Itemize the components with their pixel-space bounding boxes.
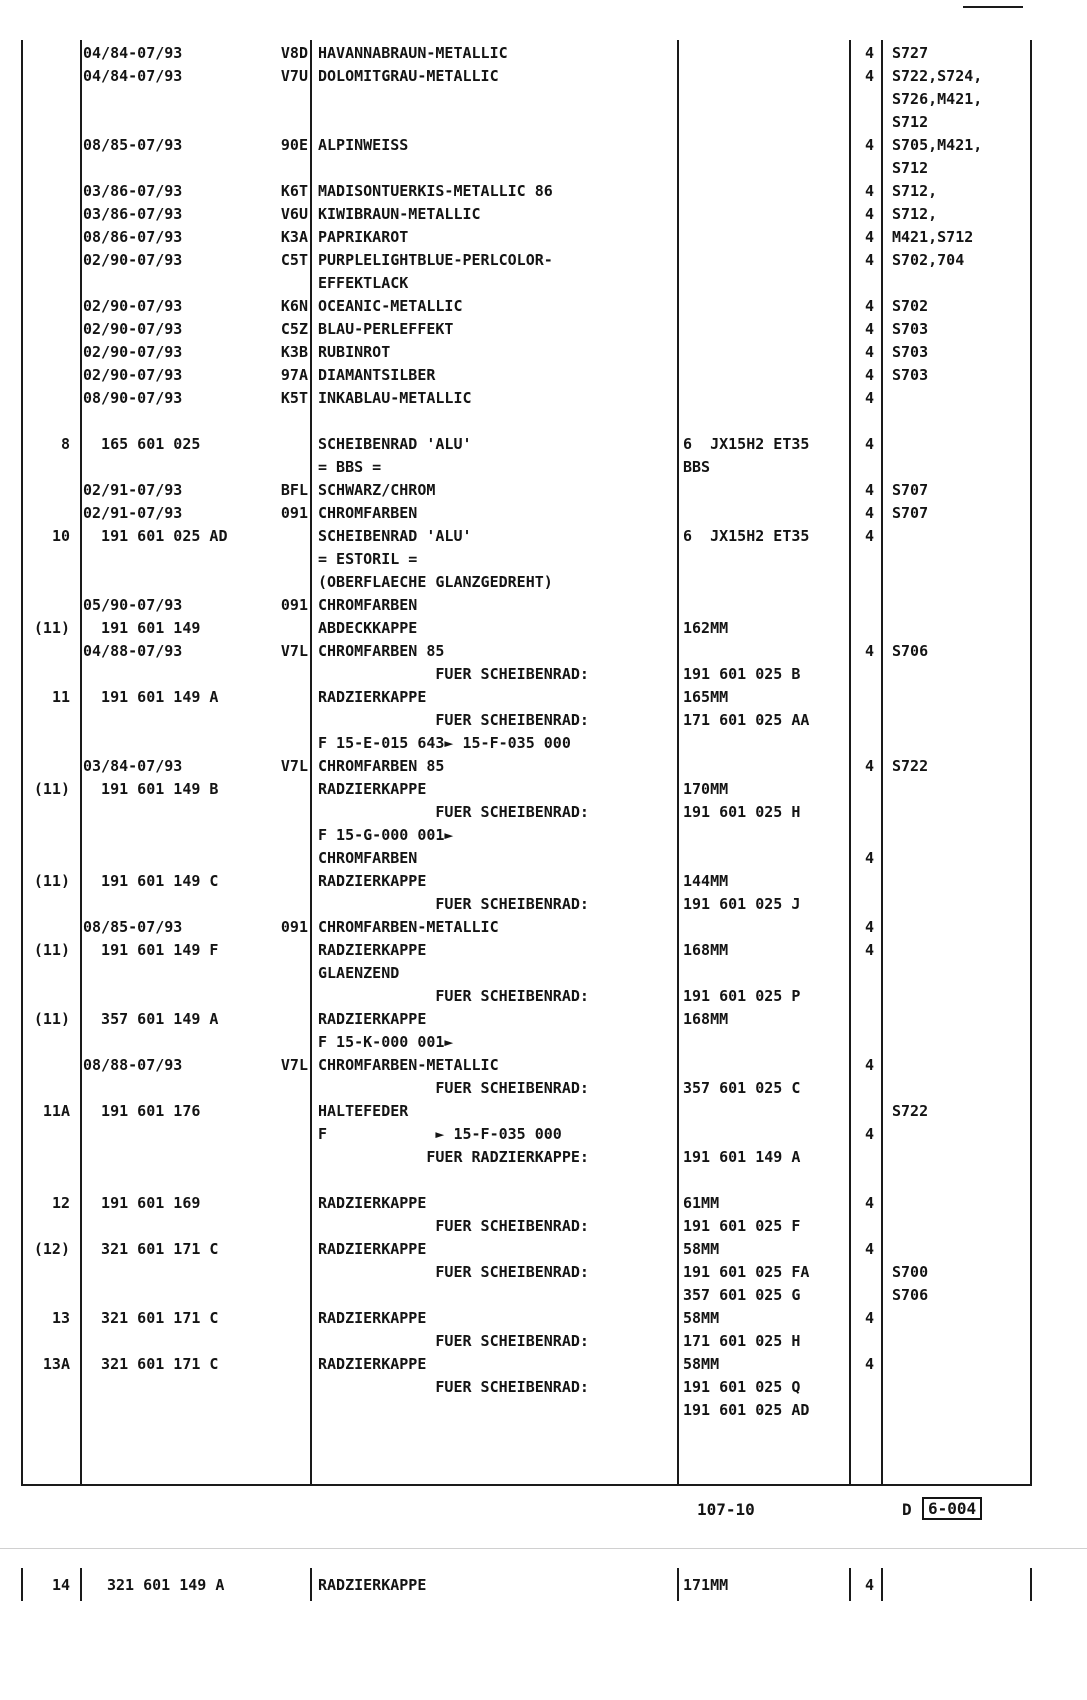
- row-remark: 357 601 025 C: [683, 1079, 801, 1097]
- row-description: RADZIERKAPPE: [318, 780, 427, 798]
- table-row: [0, 916, 1087, 939]
- row-description: FUER SCHEIBENRAD:: [318, 987, 589, 1005]
- next-row-remark: 171MM: [683, 1576, 729, 1594]
- row-index: (11): [33, 872, 70, 890]
- row-color-code: 091: [280, 918, 308, 936]
- row-model-code: S702,704: [892, 251, 965, 269]
- table-row: [0, 1330, 1087, 1353]
- table-row: [0, 1123, 1087, 1146]
- row-model-code: S707: [892, 481, 929, 499]
- row-color-code: 90E: [280, 136, 308, 154]
- row-part-number: 191 601 149 C: [83, 872, 219, 890]
- next-row-qty: 4: [864, 1576, 874, 1594]
- table-row: [0, 203, 1087, 226]
- row-color-code: C5T: [280, 251, 308, 269]
- row-quantity: 4: [864, 1309, 874, 1327]
- row-description: PAPRIKAROT: [318, 228, 409, 246]
- row-description: GLAENZEND: [318, 964, 400, 982]
- row-index: 13: [51, 1309, 70, 1327]
- row-quantity: 4: [864, 320, 874, 338]
- row-index: 11A: [42, 1102, 70, 1120]
- section-letter: D: [902, 1500, 912, 1519]
- row-remark: 144MM: [683, 872, 729, 890]
- row-description: CHROMFARBEN: [318, 504, 418, 522]
- row-part-number: 191 601 176: [83, 1102, 201, 1120]
- row-remark: 191 601 025 P: [683, 987, 801, 1005]
- row-quantity: 4: [864, 1125, 874, 1143]
- row-remark: 170MM: [683, 780, 729, 798]
- row-part-number: 191 601 169: [83, 1194, 201, 1212]
- row-description: PURPLELIGHTBLUE-PERLCOLOR-: [318, 251, 553, 269]
- row-description: HALTEFEDER: [318, 1102, 409, 1120]
- row-model-code: S726,M421,: [892, 90, 983, 108]
- table-row: [0, 709, 1087, 732]
- row-color-code: 97A: [280, 366, 308, 384]
- row-part-number: 191 601 149 B: [83, 780, 219, 798]
- row-description: FUER SCHEIBENRAD:: [318, 665, 589, 683]
- table-row: [0, 1399, 1087, 1422]
- row-color-code: K6N: [280, 297, 308, 315]
- table-row: [0, 1077, 1087, 1100]
- row-quantity: 4: [864, 941, 874, 959]
- table-row: [0, 502, 1087, 525]
- row-remark: 162MM: [683, 619, 729, 637]
- row-index: 10: [51, 527, 70, 545]
- row-description: DOLOMITGRAU-METALLIC: [318, 67, 499, 85]
- row-part-number: 321 601 171 C: [83, 1309, 219, 1327]
- row-model-code: S706: [892, 1286, 929, 1304]
- row-model-code: S722: [892, 1102, 929, 1120]
- row-model-code: M421,S712: [892, 228, 974, 246]
- row-description: CHROMFARBEN: [318, 849, 418, 867]
- row-description: RADZIERKAPPE: [318, 872, 427, 890]
- table-row: [0, 985, 1087, 1008]
- row-part-number: 02/90-07/93: [83, 366, 183, 384]
- table-row: [0, 962, 1087, 985]
- row-index: 8: [60, 435, 70, 453]
- row-quantity: 4: [864, 251, 874, 269]
- table-row: [0, 778, 1087, 801]
- table-row: [0, 180, 1087, 203]
- table-row: [0, 617, 1087, 640]
- row-part-number: 08/86-07/93: [83, 228, 183, 246]
- table-row: [0, 134, 1087, 157]
- row-description: OCEANIC-METALLIC: [318, 297, 463, 315]
- table-row: [0, 364, 1087, 387]
- row-description: RADZIERKAPPE: [318, 688, 427, 706]
- row-color-code: V7L: [280, 757, 308, 775]
- row-quantity: 4: [864, 389, 874, 407]
- row-remark: 168MM: [683, 941, 729, 959]
- row-part-number: 357 601 149 A: [83, 1010, 219, 1028]
- row-model-code: S722,S724,: [892, 67, 983, 85]
- row-remark: 58MM: [683, 1355, 720, 1373]
- row-description: CHROMFARBEN-METALLIC: [318, 1056, 499, 1074]
- next-row-index: 14: [51, 1576, 70, 1594]
- row-color-code: 091: [280, 596, 308, 614]
- page-reference-box: 6-004: [922, 1497, 982, 1520]
- table-row: [0, 1284, 1087, 1307]
- row-description: FUER SCHEIBENRAD:: [318, 1079, 589, 1097]
- row-color-code: V6U: [280, 205, 308, 223]
- row-index: (11): [33, 780, 70, 798]
- row-remark: 61MM: [683, 1194, 720, 1212]
- row-model-code: S712,: [892, 205, 938, 223]
- row-color-code: V8D: [280, 44, 308, 62]
- row-remark: 357 601 025 G: [683, 1286, 801, 1304]
- row-part-number: 04/88-07/93: [83, 642, 183, 660]
- row-description: RADZIERKAPPE: [318, 1355, 427, 1373]
- row-quantity: 4: [864, 182, 874, 200]
- table-row: [0, 1307, 1087, 1330]
- row-part-number: 321 601 171 C: [83, 1355, 219, 1373]
- row-description: CHROMFARBEN-METALLIC: [318, 918, 499, 936]
- row-description: ABDECKKAPPE: [318, 619, 418, 637]
- row-model-code: S722: [892, 757, 929, 775]
- table-row: [0, 65, 1087, 88]
- row-part-number: 05/90-07/93: [83, 596, 183, 614]
- table-row: [0, 548, 1087, 571]
- row-remark: 6 JX15H2 ET35: [683, 435, 810, 453]
- row-part-number: 02/90-07/93: [83, 251, 183, 269]
- table-row: [0, 1215, 1087, 1238]
- row-description: HAVANNABRAUN-METALLIC: [318, 44, 508, 62]
- row-part-number: 02/91-07/93: [83, 481, 183, 499]
- row-part-number: 191 601 025 AD: [83, 527, 228, 545]
- table-row: [0, 1100, 1087, 1123]
- table-row: [0, 1376, 1087, 1399]
- table-row: [0, 847, 1087, 870]
- row-remark: 191 601 025 J: [683, 895, 801, 913]
- table-row: [0, 1146, 1087, 1169]
- table-row: [0, 249, 1087, 272]
- row-color-code: V7L: [280, 1056, 308, 1074]
- row-color-code: K6T: [280, 182, 308, 200]
- row-quantity: 4: [864, 849, 874, 867]
- next-row-part-number: 321 601 149 A: [107, 1576, 225, 1594]
- row-part-number: 08/90-07/93: [83, 389, 183, 407]
- row-part-number: 03/84-07/93: [83, 757, 183, 775]
- table-row: [0, 686, 1087, 709]
- row-part-number: 03/86-07/93: [83, 205, 183, 223]
- row-part-number: 191 601 149 A: [83, 688, 219, 706]
- row-model-code: S700: [892, 1263, 929, 1281]
- row-description: F 15-K-000 001►: [318, 1033, 454, 1051]
- table-row: [0, 387, 1087, 410]
- table-row: [0, 1169, 1087, 1192]
- table-row: [0, 433, 1087, 456]
- row-description: CHROMFARBEN: [318, 596, 418, 614]
- next-row-description: RADZIERKAPPE: [318, 1576, 427, 1594]
- table-row: [0, 893, 1087, 916]
- row-color-code: K3B: [280, 343, 308, 361]
- row-color-code: V7U: [280, 67, 308, 85]
- row-remark: 191 601 025 Q: [683, 1378, 801, 1396]
- row-quantity: 4: [864, 205, 874, 223]
- row-quantity: 4: [864, 642, 874, 660]
- row-description: RADZIERKAPPE: [318, 1010, 427, 1028]
- row-quantity: 4: [864, 918, 874, 936]
- table-row: [0, 42, 1087, 65]
- table-row: [0, 939, 1087, 962]
- row-quantity: 4: [864, 1355, 874, 1373]
- row-description: FUER SCHEIBENRAD:: [318, 711, 589, 729]
- table-row: [0, 295, 1087, 318]
- table-row: [0, 801, 1087, 824]
- row-part-number: 02/90-07/93: [83, 297, 183, 315]
- row-quantity: 4: [864, 1194, 874, 1212]
- table-row: [0, 341, 1087, 364]
- row-color-code: V7L: [280, 642, 308, 660]
- table-row: [0, 1008, 1087, 1031]
- row-remark: 165MM: [683, 688, 729, 706]
- row-remark: 191 601 025 F: [683, 1217, 801, 1235]
- row-description: RADZIERKAPPE: [318, 941, 427, 959]
- row-description: RUBINROT: [318, 343, 391, 361]
- row-model-code: S703: [892, 343, 929, 361]
- row-quantity: 4: [864, 1056, 874, 1074]
- row-model-code: S703: [892, 320, 929, 338]
- row-index: (11): [33, 1010, 70, 1028]
- table-row: [0, 1261, 1087, 1284]
- row-quantity: 4: [864, 228, 874, 246]
- table-row: [0, 226, 1087, 249]
- table-row: [0, 157, 1087, 180]
- row-model-code: S706: [892, 642, 929, 660]
- row-color-code: 091: [280, 504, 308, 522]
- row-description: FUER SCHEIBENRAD:: [318, 895, 589, 913]
- row-color-code: C5Z: [280, 320, 308, 338]
- table-row: [0, 640, 1087, 663]
- row-description: BLAU-PERLEFFEKT: [318, 320, 454, 338]
- row-part-number: 191 601 149 F: [83, 941, 219, 959]
- parts-table: [0, 42, 1087, 1422]
- row-model-code: S703: [892, 366, 929, 384]
- row-description: CHROMFARBEN 85: [318, 757, 445, 775]
- row-color-code: K5T: [280, 389, 308, 407]
- row-model-code: S712: [892, 159, 929, 177]
- row-part-number: 321 601 171 C: [83, 1240, 219, 1258]
- row-quantity: 4: [864, 366, 874, 384]
- top-edge-mark: [963, 6, 1023, 8]
- row-part-number: 04/84-07/93: [83, 67, 183, 85]
- table-bottom-rule: [21, 1484, 1032, 1486]
- row-description: FUER SCHEIBENRAD:: [318, 1263, 589, 1281]
- row-index: 11: [51, 688, 70, 706]
- row-description: FUER SCHEIBENRAD:: [318, 1378, 589, 1396]
- row-part-number: 165 601 025: [83, 435, 201, 453]
- row-description: ALPINWEISS: [318, 136, 409, 154]
- row-quantity: 4: [864, 44, 874, 62]
- row-remark: 168MM: [683, 1010, 729, 1028]
- table-row: [0, 1031, 1087, 1054]
- table-row: [0, 1054, 1087, 1077]
- table-row: [0, 870, 1087, 893]
- row-model-code: S712,: [892, 182, 938, 200]
- row-description: RADZIERKAPPE: [318, 1309, 427, 1327]
- row-remark: 191 601 025 B: [683, 665, 801, 683]
- page-cut-line: [0, 1548, 1087, 1549]
- table-row: [0, 272, 1087, 295]
- page-number: 107-10: [697, 1500, 755, 1519]
- row-description: SCHEIBENRAD 'ALU': [318, 527, 472, 545]
- row-description: DIAMANTSILBER: [318, 366, 436, 384]
- row-model-code: S702: [892, 297, 929, 315]
- row-quantity: 4: [864, 297, 874, 315]
- row-description: KIWIBRAUN-METALLIC: [318, 205, 481, 223]
- row-index: (11): [33, 619, 70, 637]
- row-model-code: S707: [892, 504, 929, 522]
- row-description: RADZIERKAPPE: [318, 1194, 427, 1212]
- row-model-code: S712: [892, 113, 929, 131]
- row-description: = BBS =: [318, 458, 382, 476]
- row-quantity: 4: [864, 527, 874, 545]
- row-part-number: 191 601 149: [83, 619, 201, 637]
- row-description: INKABLAU-METALLIC: [318, 389, 472, 407]
- table-row: [0, 1353, 1087, 1376]
- table-row: [0, 594, 1087, 617]
- row-remark: 191 601 025 H: [683, 803, 801, 821]
- row-description: FUER SCHEIBENRAD:: [318, 803, 589, 821]
- row-part-number: 03/86-07/93: [83, 182, 183, 200]
- table-row: [0, 479, 1087, 502]
- row-quantity: 4: [864, 1240, 874, 1258]
- table-row: [0, 410, 1087, 433]
- row-remark: 191 601 025 AD: [683, 1401, 810, 1419]
- table-row: [0, 318, 1087, 341]
- row-color-code: BFL: [280, 481, 308, 499]
- row-part-number: 08/88-07/93: [83, 1056, 183, 1074]
- table-row: [0, 663, 1087, 686]
- row-part-number: 04/84-07/93: [83, 44, 183, 62]
- row-part-number: 02/91-07/93: [83, 504, 183, 522]
- row-part-number: 02/90-07/93: [83, 320, 183, 338]
- row-quantity: 4: [864, 757, 874, 775]
- row-description: SCHWARZ/CHROM: [318, 481, 436, 499]
- row-remark: 171 601 025 AA: [683, 711, 810, 729]
- row-color-code: K3A: [280, 228, 308, 246]
- row-remark: BBS: [683, 458, 711, 476]
- row-quantity: 4: [864, 481, 874, 499]
- row-part-number: 02/90-07/93: [83, 343, 183, 361]
- row-quantity: 4: [864, 67, 874, 85]
- row-part-number: 08/85-07/93: [83, 918, 183, 936]
- table-row: [0, 571, 1087, 594]
- row-remark: 58MM: [683, 1309, 720, 1327]
- table-row: [0, 111, 1087, 134]
- row-remark: 191 601 025 FA: [683, 1263, 810, 1281]
- table-row: [0, 755, 1087, 778]
- table-row: [0, 88, 1087, 111]
- row-quantity: 4: [864, 504, 874, 522]
- row-description: EFFEKTLACK: [318, 274, 409, 292]
- row-remark: 58MM: [683, 1240, 720, 1258]
- table-row: [0, 1238, 1087, 1261]
- row-quantity: 4: [864, 435, 874, 453]
- row-description: F 15-G-000 001►: [318, 826, 454, 844]
- row-model-code: S705,M421,: [892, 136, 983, 154]
- row-quantity: 4: [864, 136, 874, 154]
- table-row: [0, 824, 1087, 847]
- row-remark: 191 601 149 A: [683, 1148, 801, 1166]
- row-remark: 6 JX15H2 ET35: [683, 527, 810, 545]
- row-description: FUER RADZIERKAPPE:: [318, 1148, 589, 1166]
- row-part-number: 08/85-07/93: [83, 136, 183, 154]
- row-remark: 171 601 025 H: [683, 1332, 801, 1350]
- row-quantity: 4: [864, 343, 874, 361]
- row-index: (12): [33, 1240, 70, 1258]
- row-index: 13A: [42, 1355, 70, 1373]
- table-row: [0, 456, 1087, 479]
- row-model-code: S727: [892, 44, 929, 62]
- row-description: SCHEIBENRAD 'ALU': [318, 435, 472, 453]
- row-index: (11): [33, 941, 70, 959]
- row-description: F ► 15-F-035 000: [318, 1125, 562, 1143]
- row-description: (OBERFLAECHE GLANZGEDREHT): [318, 573, 553, 591]
- row-index: 12: [51, 1194, 70, 1212]
- row-description: MADISONTUERKIS-METALLIC 86: [318, 182, 553, 200]
- table-row: [0, 732, 1087, 755]
- row-description: CHROMFARBEN 85: [318, 642, 445, 660]
- table-row: [0, 1192, 1087, 1215]
- next-page-row: [0, 1574, 1087, 1601]
- row-description: FUER SCHEIBENRAD:: [318, 1217, 589, 1235]
- row-description: RADZIERKAPPE: [318, 1240, 427, 1258]
- row-description: F 15-E-015 643► 15-F-035 000: [318, 734, 571, 752]
- row-description: = ESTORIL =: [318, 550, 418, 568]
- row-description: FUER SCHEIBENRAD:: [318, 1332, 589, 1350]
- table-row: [0, 525, 1087, 548]
